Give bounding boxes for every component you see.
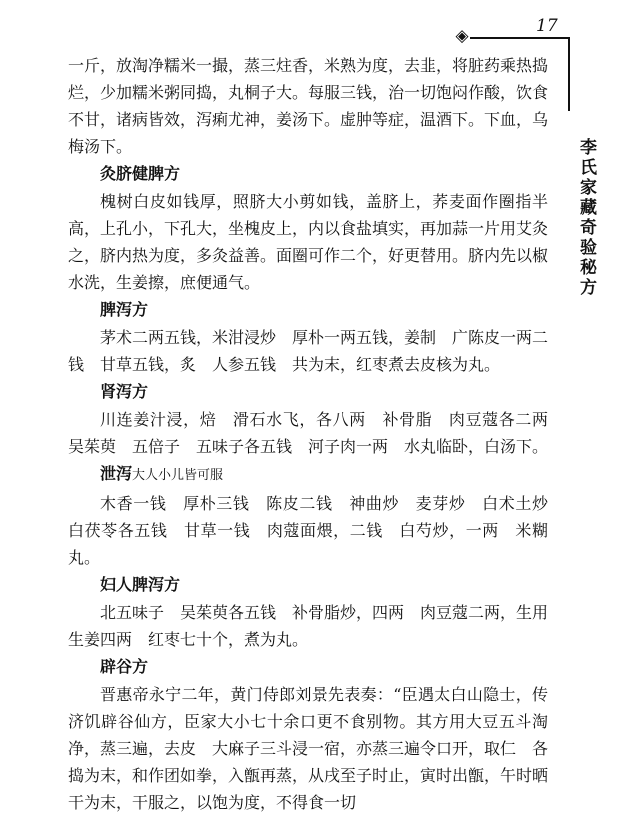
paragraph: 茅术二两五钱，米泔浸炒 厚朴一两五钱，姜制 广陈皮一两二钱 甘草五钱，炙 人参五钱 共为末，红枣煮去皮核为丸。	[68, 328, 549, 374]
paragraph: 槐树白皮如钱厚，照脐大小剪如钱，盖脐上，荞麦面作圈指半高，上孔小，下孔大，坐槐皮上，内以食盐填实，再加蒜一片用艾灸之，脐内热为度，多灸益善。面圈可作二个，好更替用。脐内先以椒水洗，生姜擦，庶便通气。	[68, 192, 549, 292]
recipe-heading	[68, 160, 548, 188]
book-title-vertical: 李氏家藏奇验秘方	[576, 138, 596, 298]
recipe-heading	[68, 653, 548, 681]
recipe-heading-text: 肾泻方	[100, 382, 149, 401]
paragraph: 川连姜汁浸，焙 滑石水飞，各八两 补骨脂 肉豆蔻各二两 吴茱萸 五倍子 五味子各五钱 河子肉一两 水丸临卧，白汤下。	[68, 410, 565, 456]
recipe-heading-note: 大人小儿皆可服	[132, 468, 224, 483]
side-rule	[568, 37, 570, 111]
recipe-heading-text: 辟谷方	[100, 657, 149, 676]
paragraph: 一斤，放淘净糯米一撮，蒸三炷香，米熟为度，去韭，将脏药乘热捣烂，少加糯米粥同捣，丸桐子大。每服三钱，治一切饱闷作酸，饮食不甘，诸病皆效，泻痢尤神，姜汤下。虚肿等症，温酒下。下血，乌梅汤下。	[68, 56, 549, 156]
recipe-heading	[68, 571, 548, 599]
paragraph: 北五味子 吴茱萸各五钱 补骨脂炒，四两 肉豆蔻二两，生用 生姜四两 红枣七十个，煮为丸。	[68, 603, 565, 649]
recipe-heading	[68, 460, 548, 490]
page-body	[68, 52, 565, 816]
recipe-heading	[68, 296, 548, 324]
paragraph: 晋惠帝永宁二年，黄门侍郎刘景先表奏：“臣遇太白山隐士，传济饥辟谷仙方，臣家大小七十余口更不食别物。其方用大豆五斗淘净，蒸三遍，去皮 大麻子三斗浸一宿，亦蒸三遍令口开，取仁 各捣为末，和作团如拳，入甑再蒸，从戌至子时止，寅时出甑，午时晒干为末，干服之，以饱为度，不得食一切	[68, 685, 549, 812]
recipe-heading-text: 灸脐健脾方	[100, 164, 181, 183]
recipe-heading-text: 妇人脾泻方	[100, 575, 181, 594]
diamond-ornament-icon: ◈	[455, 26, 469, 46]
recipe-heading-text: 泄泻	[100, 464, 133, 483]
recipe-heading	[68, 378, 548, 406]
recipe-heading-text: 脾泻方	[100, 300, 149, 319]
page-number: 17	[536, 16, 558, 36]
header-rule	[470, 37, 568, 39]
paragraph: 木香一钱 厚朴三钱 陈皮二钱 神曲炒 麦芽炒 白术土炒 白茯苓各五钱 甘草一钱 肉蔻面煨，二钱 白芍炒，一两 米糊丸。	[68, 494, 565, 567]
